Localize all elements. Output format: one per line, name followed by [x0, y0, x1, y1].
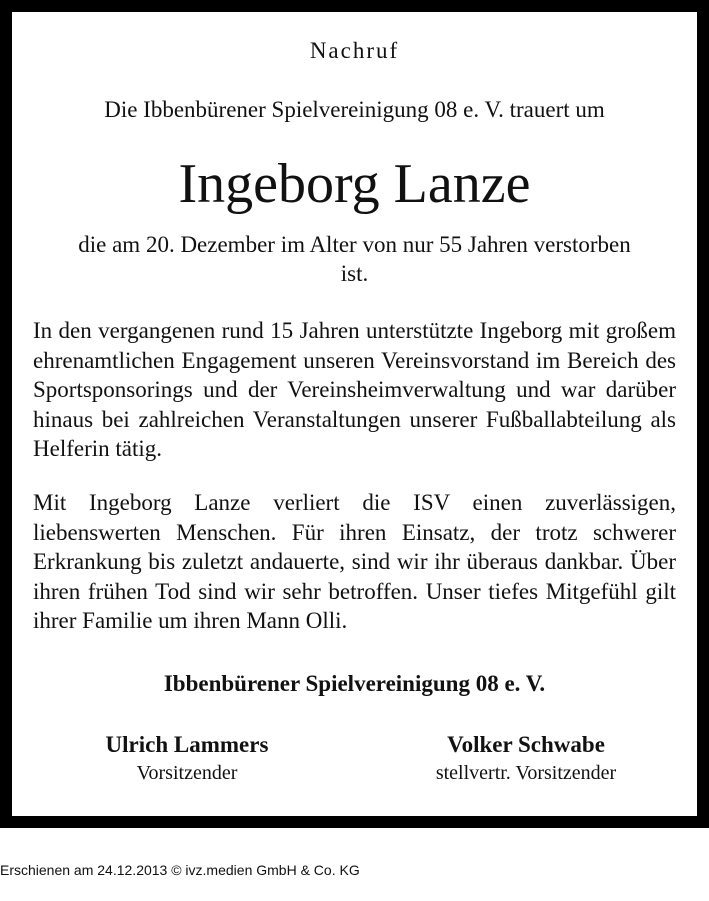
notice-intro: Die Ibbenbürener Spielvereinigung 08 e. V. trauert um: [104, 97, 605, 122]
deceased-name: Ingeborg Lanze: [178, 153, 531, 215]
signatory-1: [37, 730, 337, 786]
signatory-name: Volker Schwabe: [447, 732, 605, 757]
signatory-2: [376, 730, 676, 786]
notice-paragraph-1: In den vergangenen rund 15 Jahren unterstützte Ingeborg mit großem ehrenamtlichen Engagement unseren Vereinsvorstand im Bereich des Sportsponsorings und der Vereinsheimverwaltung und war darüber hinaus bei zahlreichen Veranstaltungen unserer Fußballabteilung als Helferin tätig.: [33, 318, 676, 461]
signatory-role: stellvertr. Vorsitzender: [435, 762, 617, 784]
club-name: Ibbenbürener Spielvereinigung 08 e. V.: [163, 671, 546, 696]
notice-paragraph-2: Mit Ingeborg Lanze verliert die ISV einen zuverlässigen, liebenswerten Menschen. Für ihren Einsatz, der trotz schwerer Erkrankung bis zuletzt andauerte, sind wir ihr überaus dankbar. Über ihren frühen Tod sind wir sehr betroffen. Unser tiefes Mitgefühl gilt ihrer Familie um ihren Mann Olli.: [33, 490, 676, 633]
publication-footer: Erschienen am 24.12.2013 © ivz.medien GmbH & Co. KG: [0, 862, 360, 878]
signatory-role: Vorsitzender: [136, 762, 238, 784]
notice-death-info: die am 20. Dezember im Alter von nur 55 Jahren verstorben ist.: [78, 232, 631, 286]
obituary-content: [33, 12, 676, 816]
notice-heading: Nachruf: [309, 38, 400, 63]
signatory-name: Ulrich Lammers: [105, 732, 269, 757]
